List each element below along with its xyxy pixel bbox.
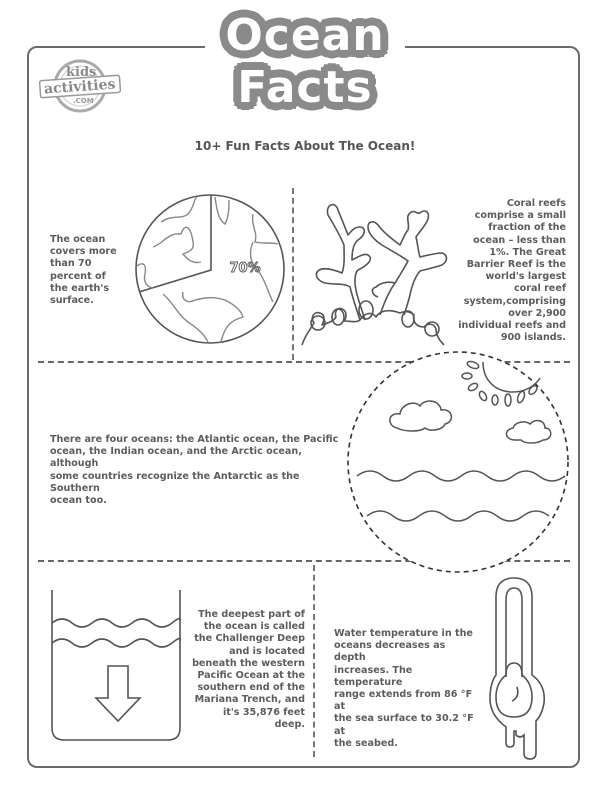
fact-line: The ocean xyxy=(50,234,106,245)
divider-vertical-top xyxy=(292,188,294,360)
fact-line: the seabed. xyxy=(334,737,398,749)
fact-water-temperature xyxy=(334,628,474,750)
logo-text-top: kids xyxy=(66,65,97,80)
fact-line: surface. xyxy=(50,295,94,307)
subtitle: 10+ Fun Facts About The Ocean! xyxy=(194,139,416,153)
fact-line: and is located xyxy=(229,645,305,657)
fact-line: coral reef xyxy=(513,283,566,295)
fact-line: the earth's xyxy=(50,282,110,294)
depth-container-icon xyxy=(50,588,182,743)
fact-line: Barrier Reef is the xyxy=(466,259,566,271)
fact-line: The deepest part of xyxy=(198,609,305,620)
fact-line: percent of xyxy=(50,270,106,282)
title-line-1: Ocean xyxy=(225,10,385,61)
fact-line: ocean, the Indian ocean, and the Arctic ocean, although xyxy=(50,446,302,470)
globe-icon xyxy=(133,192,288,347)
fact-line: ocean – less than xyxy=(473,234,566,246)
thermometer-icon xyxy=(484,575,554,765)
fact-line: fraction of the xyxy=(488,222,566,234)
fact-line: Mariana Trench, and xyxy=(194,694,305,706)
fact-line: the ocean is called xyxy=(203,621,305,633)
globe-percent-label: 70% xyxy=(229,261,261,276)
fact-line: system,comprising xyxy=(463,295,566,307)
divider-vertical-bottom xyxy=(313,565,315,757)
fact-line: the Challenger Deep xyxy=(194,633,305,645)
fact-line: ocean too. xyxy=(50,495,107,507)
logo-text-middle: activities xyxy=(43,76,116,98)
fact-line: over 2,900 xyxy=(508,307,566,319)
fact-line: oceans decreases as depth xyxy=(334,640,446,664)
fact-line: Coral reefs xyxy=(506,198,566,209)
fact-line: beneath the western xyxy=(192,657,305,669)
fact-challenger-deep xyxy=(190,609,305,731)
logo-text-bottom: .COM xyxy=(73,97,94,105)
fact-line: some countries recognize the Antarctic as the Southern xyxy=(50,470,300,494)
title-line-2: Facts xyxy=(237,62,373,113)
fact-line: Pacific Ocean at the xyxy=(197,670,305,682)
fact-line: than 70 xyxy=(50,258,92,270)
fact-line: Water temperature in the xyxy=(334,628,473,639)
fact-line: increases. The temperature xyxy=(334,664,413,688)
fact-line: it's 35,876 feet deep. xyxy=(223,706,305,730)
fact-line: There are four oceans: the Atlantic ocean, the Pacific xyxy=(50,434,339,445)
fact-line: world's largest xyxy=(485,271,566,283)
fact-line: individual reefs and xyxy=(458,320,566,332)
fact-four-oceans xyxy=(50,434,350,507)
fact-line: the sea surface to 30.2 °F at xyxy=(334,713,474,737)
fact-line: 1%. The Great xyxy=(489,246,566,258)
fact-ocean-coverage xyxy=(50,234,130,307)
fact-line: 900 islands. xyxy=(500,332,566,344)
coral-icon xyxy=(300,195,460,355)
fact-line: range extends from 86 °F at xyxy=(334,689,473,713)
ocean-scene-icon xyxy=(345,350,575,575)
fact-line: covers more xyxy=(50,246,117,258)
fact-line: southern end of the xyxy=(197,682,305,694)
fact-coral-reefs xyxy=(452,198,566,344)
fact-line: comprise a small xyxy=(474,210,566,222)
page-title xyxy=(0,10,610,113)
